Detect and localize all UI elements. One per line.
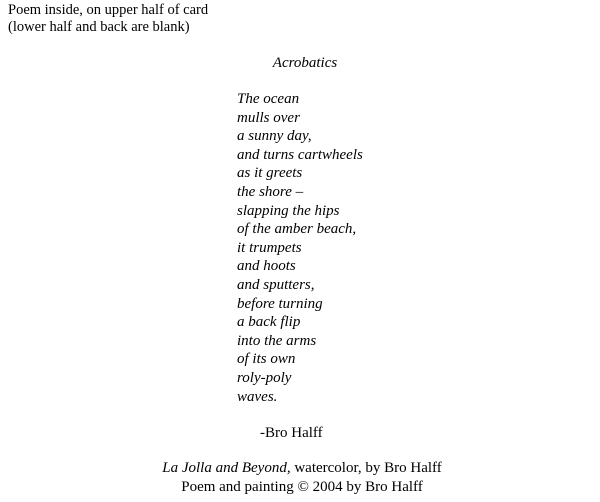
poem-line: before turning [237,295,323,312]
poem-line: the shore – [237,183,304,200]
poem-author: -Bro Halff [260,425,323,441]
poem-title: Acrobatics [272,55,338,71]
poem-line: a back flip [237,314,301,331]
poem-line: slapping the hips [237,202,340,219]
note-line-2: (lower half and back are blank) [8,19,190,35]
copyright-line: Poem and painting © 2004 by Bro Halff [181,479,423,495]
poem-line: and sputters, [237,276,315,293]
poem-line: and hoots [237,258,296,275]
painting-medium: watercolor, by Bro Halff [290,460,442,476]
poem-line: as it greets [237,165,303,182]
card-note [8,2,208,36]
poem-body [237,90,363,406]
note-line-1: Poem inside, on upper half of card [8,2,209,18]
poem-line: and turns cartwheels [237,146,363,163]
poem-line: mulls over [237,109,300,126]
poem-line: into the arms [237,332,317,349]
poem-line: The ocean [237,91,300,107]
poem-line: roly-poly [237,369,292,386]
poem-line: of its own [237,351,296,368]
poem-line: a sunny day, [237,128,312,145]
painting-credit [0,459,600,478]
credits [0,459,600,497]
painting-title: La Jolla and Beyond, [162,460,291,476]
poem-line: waves. [237,388,278,405]
poem-line: of the amber beach, [237,221,357,238]
poem-line: it trumpets [237,239,302,256]
